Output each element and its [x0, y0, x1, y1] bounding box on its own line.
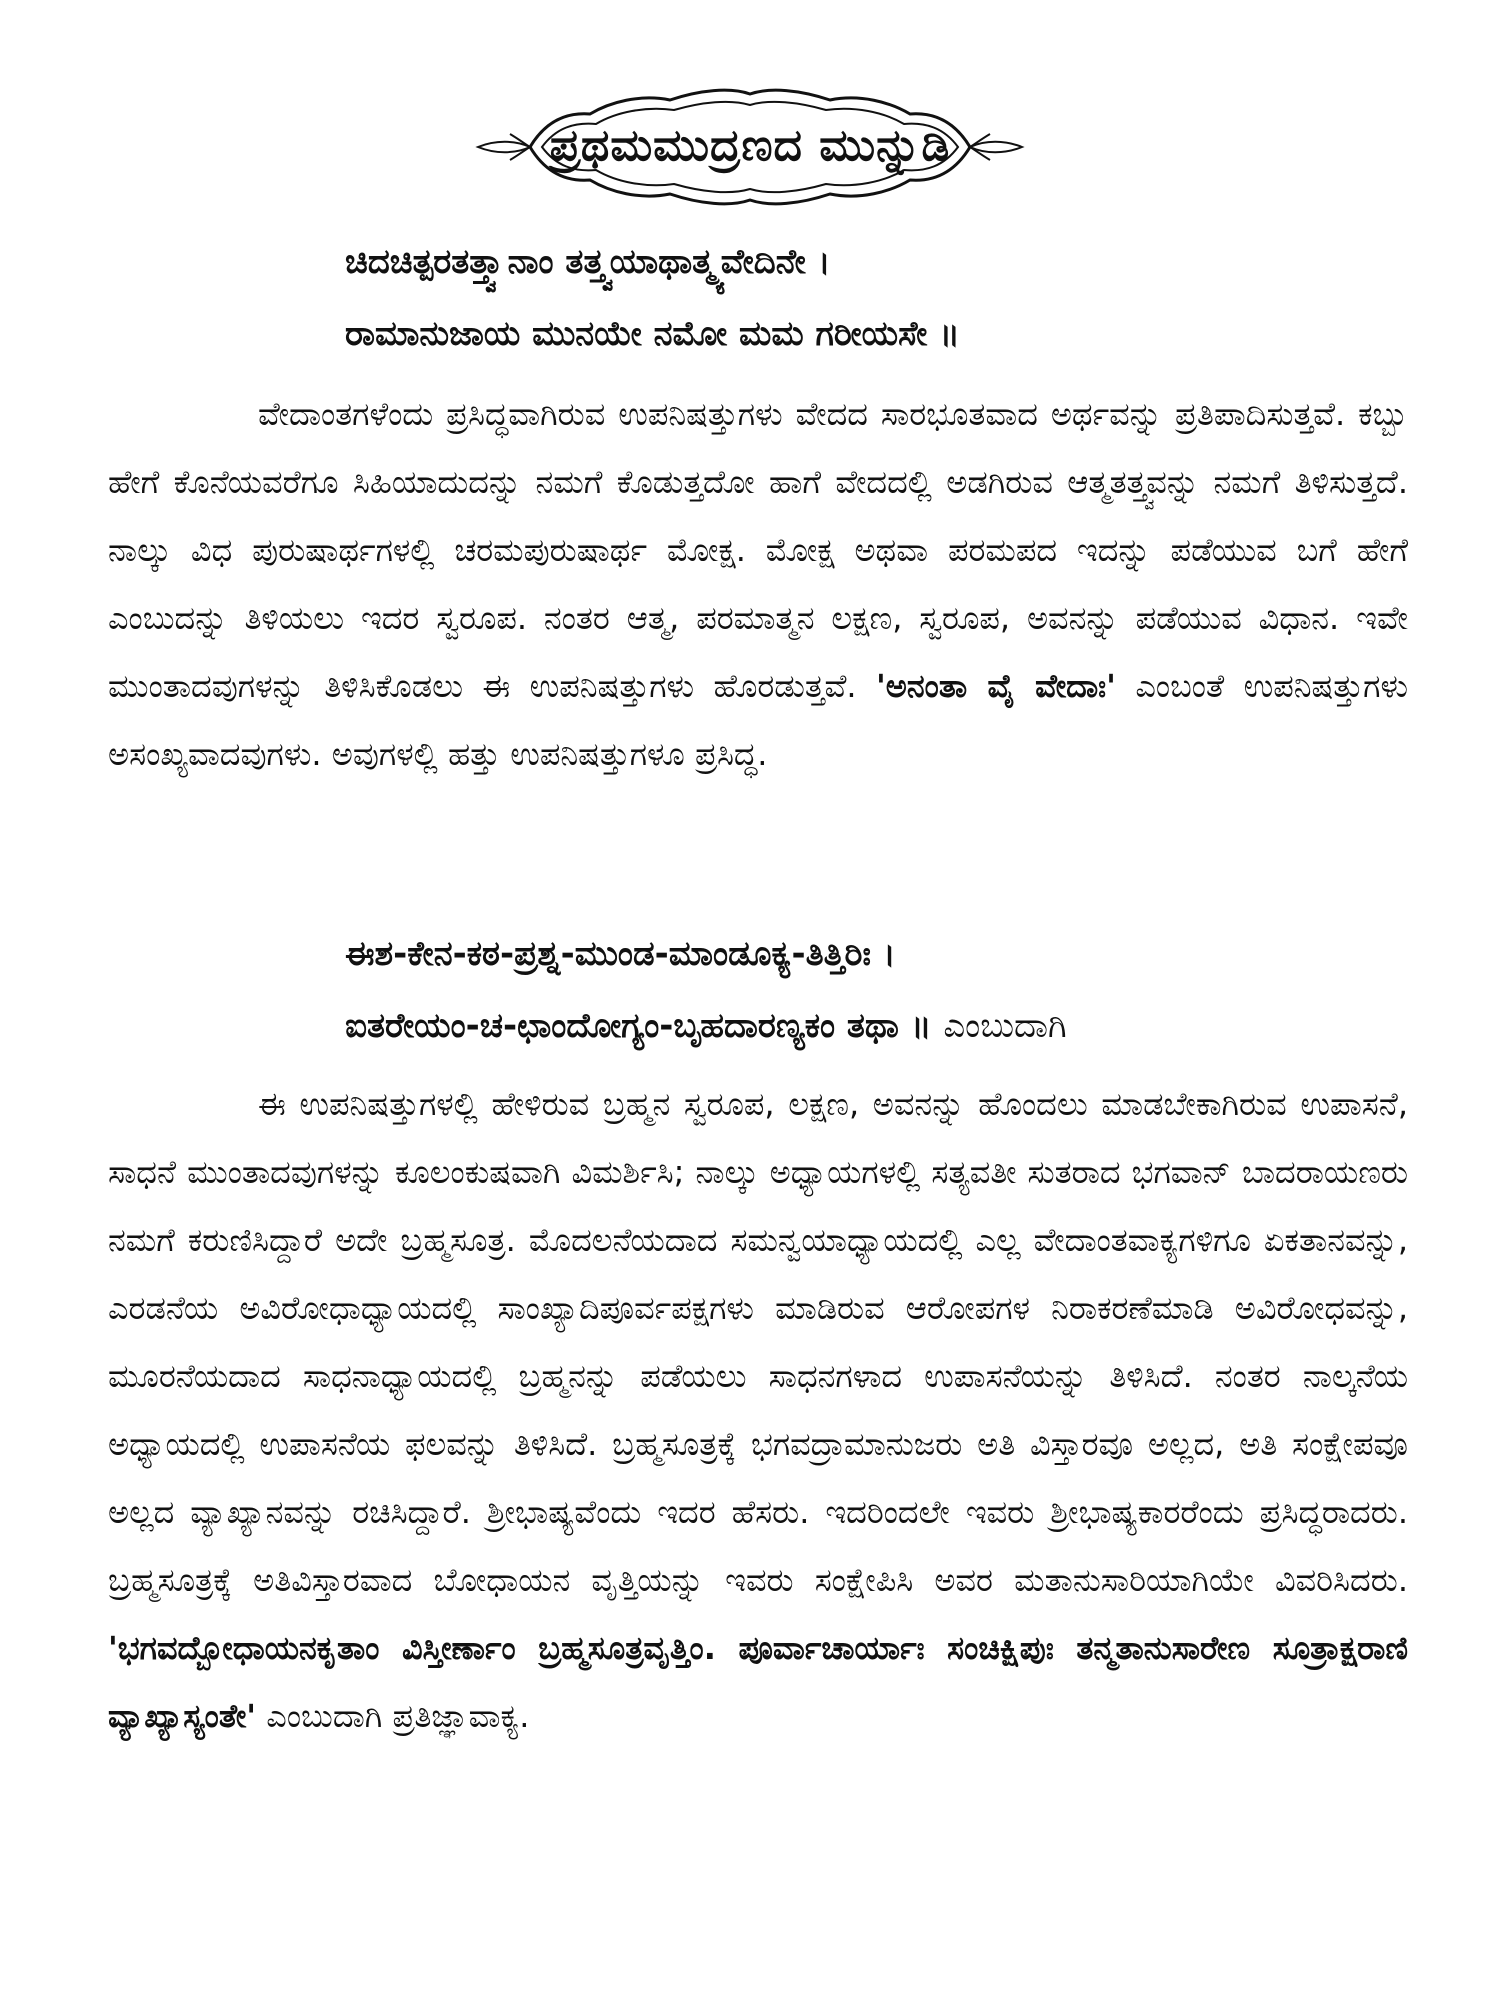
- paragraph-1: [108, 380, 1408, 788]
- paragraph-2: [108, 1070, 1408, 1750]
- page-title: ಪ್ರಥಮಮುದ್ರಣದ ಮುನ್ನುಡಿ: [549, 120, 951, 171]
- upanishad-verse-line-2-text: ಐತರೇಯಂ-ಚ-ಛಾಂದೋಗ್ಯಂ-ಬೃಹದಾರಣ್ಯಕಂ ತಥಾ ॥: [345, 1006, 932, 1046]
- upanishad-verse-line-2: [0, 990, 1500, 1062]
- title-ornament-frame: [470, 82, 1030, 212]
- paragraph-1-text: ವೇದಾಂತಗಳೆಂದು ಪ್ರಸಿದ್ಧವಾಗಿರುವ ಉಪನಿಷತ್ತುಗಳು ವೇದದ ಸಾರಭೂತವಾದ ಅರ್ಥವನ್ನು ಪ್ರತಿಪಾದಿಸುತ್ತವೆ. ಕಬ್ಬು ಹೇಗೆ ಕೊನೆಯವರೆಗೂ ಸಿಹಿಯಾದುದನ್ನು ನಮಗೆ ಕೊಡುತ್ತದೋ ಹಾಗೆ ವೇದದಲ್ಲಿ ಅಡಗಿರುವ ಆತ್ಮತತ್ತ್ವವನ್ನು ನಮಗೆ ತಿಳಿಸುತ್ತದೆ. ನಾಲ್ಕು ವಿಧ ಪುರುಷಾರ್ಥಗಳಲ್ಲಿ ಚರಮಪುರುಷಾರ್ಥ ಮೋಕ್ಷ. ಮೋಕ್ಷ ಅಥವಾ ಪರಮಪದ ಇದನ್ನು ಪಡೆಯುವ ಬಗೆ ಹೇಗೆ ಎಂಬುದನ್ನು ತಿಳಿಯಲು ಇದರ ಸ್ವರೂಪ. ನಂತರ ಆತ್ಮ, ಪರಮಾತ್ಮನ ಲಕ್ಷಣ, ಸ್ವರೂಪ, ಅವನನ್ನು ಪಡೆಯುವ ವಿಧಾನ. ಇವೇ ಮುಂತಾದವುಗಳನ್ನು ತಿಳಿಸಿಕೊಡಲು ಈ ಉಪನಿಷತ್ತುಗಳು ಹೊರಡುತ್ತವೆ.: [108, 395, 1408, 705]
- upanishad-verse-suffix: ಎಂಬುದಾಗಿ: [943, 1006, 1067, 1046]
- invocation-verse: [0, 226, 1500, 370]
- invocation-verse-line-2: ರಾಮಾನುಜಾಯ ಮುನಯೇ ನಮೋ ಮಮ ಗರೀಯಸೇ ॥: [345, 314, 960, 354]
- upanishad-list-verse: [0, 918, 1500, 1062]
- paragraph-2-after: ಎಂಬುದಾಗಿ ಪ್ರತಿಜ್ಞಾವಾಕ್ಯ.: [266, 1697, 530, 1735]
- paragraph-1-quote: 'ಅನಂತಾ ವೈ ವೇದಾಃ': [876, 667, 1116, 705]
- upanishad-verse-line-1: ಈಶ-ಕೇನ-ಕಠ-ಪ್ರಶ್ನ-ಮುಂಡ-ಮಾಂಡೂಕ್ಯ-ತಿತ್ತಿರಿಃ ।: [345, 934, 896, 974]
- invocation-verse-line-1: ಚಿದಚಿತ್ಪರತತ್ತ್ವಾನಾಂ ತತ್ತ್ವಯಾಥಾತ್ಮ್ಯವೇದಿನೇ ।: [345, 242, 831, 282]
- paragraph-2-text: ಈ ಉಪನಿಷತ್ತುಗಳಲ್ಲಿ ಹೇಳಿರುವ ಬ್ರಹ್ಮನ ಸ್ವರೂಪ, ಲಕ್ಷಣ, ಅವನನ್ನು ಹೊಂದಲು ಮಾಡಬೇಕಾಗಿರುವ ಉಪಾಸನೆ, ಸಾಧನೆ ಮುಂತಾದವುಗಳನ್ನು ಕೂಲಂಕುಷವಾಗಿ ವಿಮರ್ಶಿಸಿ; ನಾಲ್ಕು ಅಧ್ಯಾಯಗಳಲ್ಲಿ ಸತ್ಯವತೀ ಸುತರಾದ ಭಗವಾನ್ ಬಾದರಾಯಣರು ನಮಗೆ ಕರುಣಿಸಿದ್ದಾರೆ ಅದೇ ಬ್ರಹ್ಮಸೂತ್ರ. ಮೊದಲನೆಯದಾದ ಸಮನ್ವಯಾಧ್ಯಾಯದಲ್ಲಿ ಎಲ್ಲ ವೇದಾಂತವಾಕ್ಯಗಳಿಗೂ ಏಕತಾನವನ್ನು, ಎರಡನೆಯ ಅವಿರೋಧಾಧ್ಯಾಯದಲ್ಲಿ ಸಾಂಖ್ಯಾದಿಪೂರ್ವಪಕ್ಷಗಳು ಮಾಡಿರುವ ಆರೋಪಗಳ ನಿರಾಕರಣೆಮಾಡಿ ಅವಿರೋಧವನ್ನು, ಮೂರನೆಯದಾದ ಸಾಧನಾಧ್ಯಾಯದಲ್ಲಿ ಬ್ರಹ್ಮನನ್ನು ಪಡೆಯಲು ಸಾಧನಗಳಾದ ಉಪಾಸನೆಯನ್ನು ತಿಳಿಸಿದೆ. ನಂತರ ನಾಲ್ಕನೆಯ ಅಧ್ಯಾಯದಲ್ಲಿ ಉಪಾಸನೆಯ ಫಲವನ್ನು ತಿಳಿಸಿದೆ. ಬ್ರಹ್ಮಸೂತ್ರಕ್ಕೆ ಭಗವದ್ರಾಮಾನುಜರು ಅತಿ ವಿಸ್ತಾರವೂ ಅಲ್ಲದ, ಅತಿ ಸಂಕ್ಷೇಪವೂ ಅಲ್ಲದ ವ್ಯಾಖ್ಯಾನವನ್ನು ರಚಿಸಿದ್ದಾರೆ. ಶ್ರೀಭಾಷ್ಯವೆಂದು ಇದರ ಹೆಸರು. ಇದರಿಂದಲೇ ಇವರು ಶ್ರೀಭಾಷ್ಯಕಾರರೆಂದು ಪ್ರಸಿದ್ಧರಾದರು. ಬ್ರಹ್ಮಸೂತ್ರಕ್ಕೆ ಅತಿವಿಸ್ತಾರವಾದ ಬೋಧಾಯನ ವೃತ್ತಿಯನ್ನು ಇವರು ಸಂಕ್ಷೇಪಿಸಿ ಅವರ ಮತಾನುಸಾರಿಯಾಗಿಯೇ ವಿವರಿಸಿದರು.: [108, 1085, 1408, 1599]
- paragraph-2-quote: 'ಭಗವದ್ಬೋಧಾಯನಕೃತಾಂ ವಿಸ್ತೀರ್ಣಾಂ ಬ್ರಹ್ಮಸೂತ್ರವೃತ್ತಿಂ. ಪೂರ್ವಾಚಾರ್ಯಾಃ ಸಂಚಿಕ್ಷಿಪುಃ ತನ್ಮತಾನುಸಾರೇಣ ಸೂತ್ರಾಕ್ಷರಾಣಿ ವ್ಯಾಖ್ಯಾಸ್ಯಂತೇ': [108, 1629, 1408, 1735]
- paragraph-1-after: ಎಂಬಂತೆ ಉಪನಿಷತ್ತುಗಳು ಅಸಂಖ್ಯವಾದವುಗಳು. ಅವುಗಳಲ್ಲಿ ಹತ್ತು ಉಪನಿಷತ್ತುಗಳೂ ಪ್ರಸಿದ್ಧ.: [108, 667, 1409, 773]
